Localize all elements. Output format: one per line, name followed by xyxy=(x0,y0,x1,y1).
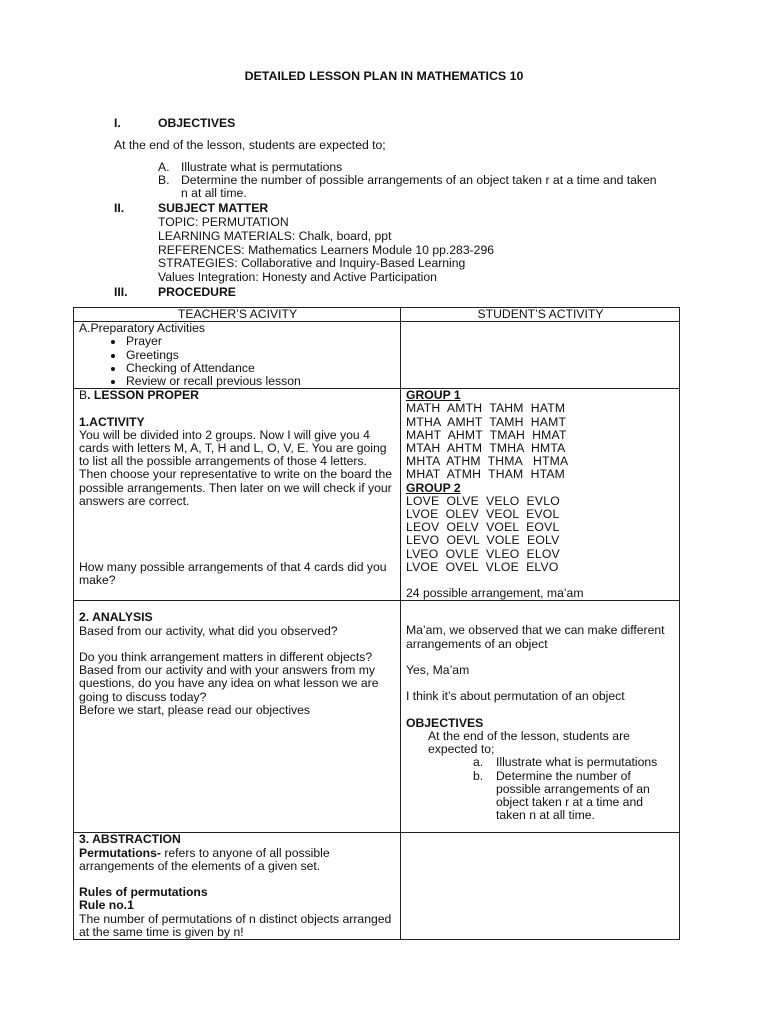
student-objectives-heading: OBJECTIVES xyxy=(406,715,484,730)
abstraction-teacher-cell xyxy=(74,833,401,940)
procedure-table xyxy=(73,307,680,940)
list-text: Determine the number of possible arrangements of an object taken r at a time and taken n at all time. xyxy=(496,768,650,823)
list-item xyxy=(158,174,678,200)
analysis-answer: Ma’am, we observed that we can make different arrangements of an object xyxy=(406,623,665,651)
rules-heading: Rules of permutations xyxy=(79,885,208,900)
group2-row: LEOV OELV VOEL EOVL xyxy=(406,520,560,535)
analysis-teacher-cell xyxy=(74,601,401,833)
table-row xyxy=(74,322,680,389)
references-line: REFERENCES: Mathematics Learners Module 10 pp.283-296 xyxy=(158,242,494,257)
section-number: I. xyxy=(114,116,121,130)
section-label: SUBJECT MATTER xyxy=(158,201,269,215)
preparatory-cell xyxy=(74,322,401,389)
table-row xyxy=(74,601,680,833)
group1-row: MHAT ATMH THAM HTAM xyxy=(406,467,565,482)
table-row xyxy=(74,389,680,601)
student-activity-header: STUDENT’S ACTIVITY xyxy=(401,308,680,322)
group2-row: LEVO OEVL VOLE EOLV xyxy=(406,533,560,548)
group1-label: GROUP 1 xyxy=(406,388,461,403)
subject-matter-heading xyxy=(114,202,268,215)
analysis-question: Based from our activity and with your answers from my questions, do you have any idea on what lesson we are going to discuss today? xyxy=(79,663,379,704)
list-item: • Greetings xyxy=(125,349,396,362)
activity-heading: 1.ACTIVITY xyxy=(79,414,145,429)
activity-instructions: You will be divided into 2 groups. Now I will give you 4 cards with letters M, A, T, H and L, O, V, E. You are going to list all the possible arrangements of those 4 letters. Then choose your representative to write on the board the possible arrangements. Then later on we will check if your answers are correct. xyxy=(79,427,393,508)
analysis-answer: I think it’s about permutation of an object xyxy=(406,689,625,704)
group1-row: MATH AMTH TAHM HATM xyxy=(406,401,566,416)
objectives-list xyxy=(158,161,678,201)
procedure-heading xyxy=(114,286,236,299)
list-item: • Prayer xyxy=(125,335,396,348)
group2-label: GROUP 2 xyxy=(406,480,461,495)
lesson-proper-prefix: B xyxy=(79,388,88,403)
group1-row: MTAH AHTM TMHA HMTA xyxy=(406,441,566,456)
group1-row: MTHA AMHT TAMH HAMT xyxy=(406,414,567,429)
preparatory-list xyxy=(79,335,396,388)
table-header-row xyxy=(74,308,680,322)
teacher-activity-header: TEACHER’S ACIVITY xyxy=(74,308,401,322)
objectives-intro: At the end of the lesson, students are expected to; xyxy=(114,138,386,152)
section-number: III. xyxy=(114,285,128,299)
abstraction-heading: 3. ABSTRACTION xyxy=(79,832,181,847)
list-item: • Checking of Attendance xyxy=(125,362,396,375)
values-line: Values Integration: Honesty and Active Participation xyxy=(158,270,437,285)
list-text: Illustrate what is permutations xyxy=(181,160,343,174)
list-item: • Review or recall previous lesson xyxy=(125,375,396,388)
activity-question: How many possible arrangements of that 4 cards did you make? xyxy=(79,560,387,588)
lesson-proper-label: . LESSON PROPER xyxy=(87,388,199,403)
analysis-question: Based from our activity, what did you observed? xyxy=(79,623,338,638)
analysis-heading: 2. ANALYSIS xyxy=(79,610,153,625)
list-marker: a. xyxy=(473,755,484,770)
rule1-heading: Rule no.1 xyxy=(79,898,134,913)
empty-cell xyxy=(401,833,680,940)
activity-student-cell xyxy=(401,389,680,601)
topic-line: TOPIC: PERMUTATION xyxy=(158,215,289,229)
analysis-answer: Yes, Ma’am xyxy=(406,663,470,678)
list-marker: B. xyxy=(158,173,170,188)
strategies-line: STRATEGIES: Collaborative and Inquiry-Based Learning xyxy=(158,256,466,271)
activity-teacher-cell xyxy=(74,389,401,601)
section-number: II. xyxy=(114,201,125,215)
table-row xyxy=(74,833,680,940)
materials-line: LEARNING MATERIALS: Chalk, board, ppt xyxy=(158,228,392,243)
definition-term: Permutations- xyxy=(79,845,161,860)
preparatory-title: A.Preparatory Activities xyxy=(79,321,205,336)
list-item xyxy=(473,756,675,769)
group2-row: LVOE OLEV VEOL EVOL xyxy=(406,507,560,522)
objectives-heading xyxy=(114,117,235,130)
analysis-question: Do you think arrangement matters in different objects? xyxy=(79,650,373,665)
subject-matter-details xyxy=(158,216,494,285)
section-label: PROCEDURE xyxy=(158,285,236,299)
list-text: Determine the number of possible arrangements of an object taken r at a time and taken n at all time. xyxy=(181,173,657,201)
analysis-question: Before we start, please read our objectives xyxy=(79,702,311,717)
empty-cell xyxy=(401,322,680,389)
group2-row: LVOE OVEL VLOE ELVO xyxy=(406,559,559,574)
group2-row: LVEO OVLE VLEO ELOV xyxy=(406,546,560,561)
group1-row: MHTA ATHM THMA HTMA xyxy=(406,454,569,469)
permutation-definition xyxy=(79,847,396,873)
list-text: Illustrate what is permutations xyxy=(496,755,658,770)
section-label: OBJECTIVES xyxy=(158,116,236,130)
document-title: DETAILED LESSON PLAN IN MATHEMATICS 10 xyxy=(244,69,524,83)
lesson-proper-title xyxy=(79,389,396,402)
list-item xyxy=(473,770,675,823)
list-marker: A. xyxy=(158,160,170,174)
group2-row: LOVE OLVE VELO EVLO xyxy=(406,493,560,508)
group1-row: MAHT AHMT TMAH HMAT xyxy=(406,427,567,442)
list-marker: b. xyxy=(473,768,484,783)
definition-text: refers to anyone of all possible arrangements of the elements of a given set. xyxy=(79,845,330,873)
student-objectives-intro: At the end of the lesson, students are expected to; xyxy=(428,729,630,757)
analysis-student-cell xyxy=(401,601,680,833)
rule1-text: The number of permutations of n distinct objects arranged at the same time is given by n! xyxy=(79,911,392,939)
activity-answer: 24 possible arrangement, ma’am xyxy=(406,586,584,601)
